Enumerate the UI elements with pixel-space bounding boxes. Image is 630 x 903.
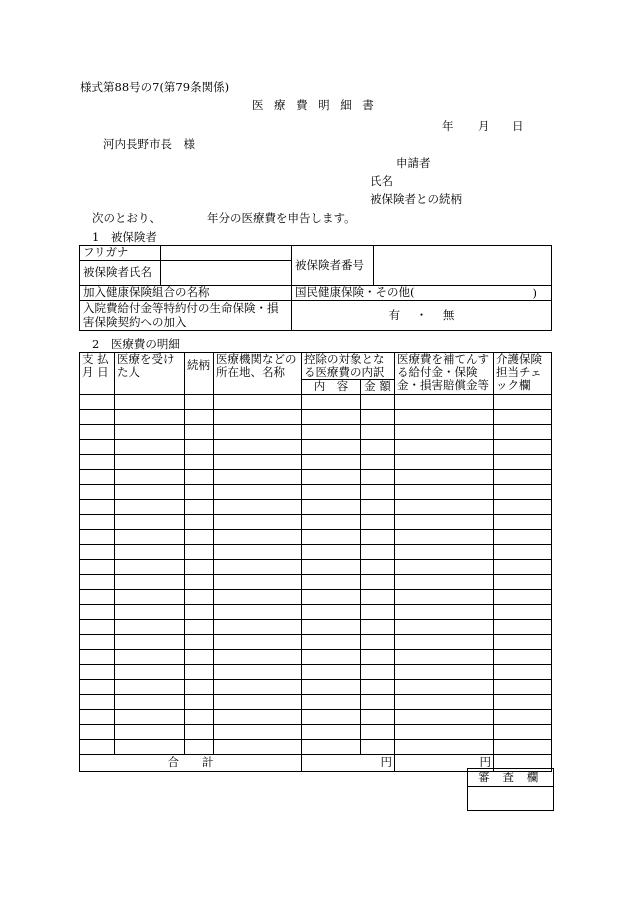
entry-cell[interactable]	[494, 589, 552, 604]
entry-cell[interactable]	[80, 499, 115, 514]
total-label: 合 計	[80, 754, 302, 771]
entry-cell[interactable]	[361, 499, 395, 514]
entry-cell[interactable]	[361, 709, 395, 724]
entry-cell[interactable]	[214, 454, 302, 469]
entry-cell[interactable]	[115, 724, 185, 739]
entry-cell[interactable]	[115, 664, 185, 679]
entry-cell[interactable]	[80, 424, 115, 439]
choice-yes[interactable]: 有	[388, 307, 401, 322]
entry-cell[interactable]	[185, 649, 214, 664]
entry-cell[interactable]	[214, 724, 302, 739]
entry-cell[interactable]	[185, 454, 214, 469]
form-number: 様式第88号の7(第79条関係)	[80, 80, 230, 94]
entry-cell[interactable]	[395, 574, 494, 589]
entry-cell[interactable]	[361, 514, 395, 529]
entry-cell[interactable]	[115, 619, 185, 634]
header-amount: 金 額	[361, 380, 395, 394]
entry-cell[interactable]	[302, 409, 361, 424]
union-options[interactable]	[292, 286, 552, 301]
section1-title: 1 被保険者	[92, 230, 157, 244]
entry-cell[interactable]	[361, 454, 395, 469]
entry-cell[interactable]	[80, 634, 115, 649]
entry-cell[interactable]	[302, 724, 361, 739]
table-row	[80, 709, 552, 724]
entry-cell[interactable]	[185, 634, 214, 649]
choice-no[interactable]: 無	[442, 307, 455, 322]
table-row	[80, 619, 552, 634]
insured-name-field[interactable]	[161, 261, 292, 286]
entry-cell[interactable]	[80, 394, 115, 409]
entry-cell[interactable]	[115, 484, 185, 499]
entry-cell[interactable]	[80, 619, 115, 634]
entry-cell[interactable]	[185, 679, 214, 694]
entry-cell[interactable]	[80, 679, 115, 694]
entry-cell[interactable]	[361, 634, 395, 649]
entry-cell[interactable]	[302, 694, 361, 709]
entry-cell[interactable]	[185, 739, 214, 754]
header-deduction: 控除の対象となる医療費の内訳	[302, 353, 395, 380]
entry-cell[interactable]	[361, 679, 395, 694]
entry-cell[interactable]	[302, 469, 361, 484]
entry-cell[interactable]	[395, 724, 494, 739]
entry-cell[interactable]	[302, 544, 361, 559]
applicant-label: 申請者	[396, 156, 431, 170]
entry-cell[interactable]	[214, 604, 302, 619]
insured-table	[79, 245, 552, 331]
entry-cell[interactable]	[80, 694, 115, 709]
entry-cell[interactable]	[302, 679, 361, 694]
entry-cell[interactable]	[395, 484, 494, 499]
entry-cell[interactable]	[494, 529, 552, 544]
insured-number-label: 被保険者番号	[292, 246, 374, 286]
header-care-check: 介護保険担当チェック欄	[494, 353, 552, 395]
entry-cell[interactable]	[115, 709, 185, 724]
entry-cell[interactable]	[494, 634, 552, 649]
entry-cell[interactable]	[302, 499, 361, 514]
entry-cell[interactable]	[115, 559, 185, 574]
entry-cell[interactable]	[395, 544, 494, 559]
entry-cell[interactable]	[115, 634, 185, 649]
entry-cell[interactable]	[361, 589, 395, 604]
entry-cell[interactable]	[80, 739, 115, 754]
entry-cell[interactable]	[494, 544, 552, 559]
table-row	[80, 469, 552, 484]
header-content: 内 容	[302, 380, 361, 394]
entry-cell[interactable]	[80, 469, 115, 484]
entry-cell[interactable]	[214, 559, 302, 574]
entry-cell[interactable]	[115, 589, 185, 604]
table-row	[80, 559, 552, 574]
entry-cell[interactable]	[395, 529, 494, 544]
entry-cell[interactable]	[80, 664, 115, 679]
entry-cell[interactable]	[185, 694, 214, 709]
entry-cell[interactable]	[361, 484, 395, 499]
entry-cell[interactable]	[302, 394, 361, 409]
entry-cell[interactable]	[395, 649, 494, 664]
entry-cell[interactable]	[302, 649, 361, 664]
entry-cell[interactable]	[214, 469, 302, 484]
entry-cell[interactable]	[214, 739, 302, 754]
date-year: 年	[442, 119, 454, 133]
entry-cell[interactable]	[361, 424, 395, 439]
header-patient: 医療を受けた人	[115, 353, 185, 395]
entry-cell[interactable]	[361, 559, 395, 574]
entry-cell[interactable]	[494, 574, 552, 589]
entry-cell[interactable]	[214, 484, 302, 499]
entry-cell[interactable]	[214, 694, 302, 709]
entry-cell[interactable]	[302, 604, 361, 619]
choice-dot: ・	[415, 307, 428, 322]
entry-cell[interactable]	[395, 439, 494, 454]
entry-cell[interactable]	[214, 424, 302, 439]
insurance-contract-label: 入院費給付金等特約付の生命保険・損害保険契約への加入	[80, 301, 292, 331]
table-row	[80, 454, 552, 469]
entry-cell[interactable]	[361, 529, 395, 544]
entry-cell[interactable]	[361, 469, 395, 484]
entry-cell[interactable]	[361, 439, 395, 454]
entry-cell[interactable]	[115, 529, 185, 544]
entry-cell[interactable]	[80, 409, 115, 424]
entry-cell[interactable]	[395, 394, 494, 409]
entry-cell[interactable]	[494, 394, 552, 409]
entry-cell[interactable]	[115, 439, 185, 454]
entry-cell[interactable]	[494, 694, 552, 709]
entry-cell[interactable]	[494, 679, 552, 694]
entry-cell[interactable]	[80, 649, 115, 664]
entry-cell[interactable]	[361, 664, 395, 679]
entry-cell[interactable]	[302, 634, 361, 649]
entry-cell[interactable]	[115, 679, 185, 694]
addressee: 河内長野市長 様	[103, 137, 195, 151]
table-row	[80, 499, 552, 514]
header-relation: 続柄	[185, 353, 214, 395]
entry-cell[interactable]	[80, 574, 115, 589]
review-box	[467, 768, 554, 811]
entry-cell[interactable]	[361, 394, 395, 409]
entry-cell[interactable]	[214, 649, 302, 664]
furigana-field[interactable]	[161, 246, 292, 261]
review-label: 審 査 欄	[468, 769, 553, 787]
table-row	[80, 514, 552, 529]
entry-cell[interactable]	[115, 499, 185, 514]
applicant-name-label: 氏名	[370, 174, 393, 188]
header-institution: 医療機関などの所在地、名称	[214, 353, 302, 395]
entry-cell[interactable]	[214, 589, 302, 604]
intro-suffix: 年分の医療費を申告します。	[207, 211, 356, 225]
furigana-label: フリガナ	[80, 246, 161, 261]
entry-cell[interactable]	[115, 454, 185, 469]
entry-cell[interactable]	[361, 739, 395, 754]
entry-cell[interactable]	[80, 724, 115, 739]
table-row	[80, 604, 552, 619]
table-row	[80, 529, 552, 544]
entry-cell[interactable]	[115, 604, 185, 619]
entry-cell[interactable]	[395, 634, 494, 649]
entry-cell[interactable]	[395, 619, 494, 634]
entry-cell[interactable]	[185, 604, 214, 619]
entry-cell[interactable]	[302, 484, 361, 499]
entry-cell[interactable]	[80, 604, 115, 619]
entry-cell[interactable]	[115, 649, 185, 664]
medical-expense-table	[79, 352, 552, 772]
entry-cell[interactable]	[302, 739, 361, 754]
entry-cell[interactable]	[214, 409, 302, 424]
table-row	[80, 634, 552, 649]
entry-cell[interactable]	[494, 739, 552, 754]
union-close-paren: )	[532, 286, 537, 300]
entry-cell[interactable]	[214, 709, 302, 724]
entry-cell[interactable]	[395, 679, 494, 694]
entry-cell[interactable]	[185, 499, 214, 514]
total-compensation[interactable]: 円	[395, 754, 494, 771]
entry-cell[interactable]	[494, 499, 552, 514]
entry-cell[interactable]	[494, 469, 552, 484]
entry-cell[interactable]	[395, 514, 494, 529]
entry-cell[interactable]	[214, 619, 302, 634]
entry-cell[interactable]	[302, 589, 361, 604]
entry-cell[interactable]	[214, 679, 302, 694]
date-day: 日	[512, 119, 524, 133]
entry-cell[interactable]	[185, 409, 214, 424]
intro-prefix: 次のとおり、	[92, 211, 161, 225]
entry-cell[interactable]	[395, 469, 494, 484]
union-name-label: 加入健康保険組合の名称	[80, 286, 292, 301]
insurance-contract-choice[interactable]	[292, 301, 552, 331]
union-options-text: 国民健康保険・その他(	[295, 285, 415, 300]
table-row	[80, 544, 552, 559]
entry-cell[interactable]	[214, 544, 302, 559]
entry-cell[interactable]	[185, 589, 214, 604]
entry-cell[interactable]	[80, 484, 115, 499]
entry-cell[interactable]	[395, 739, 494, 754]
entry-cell[interactable]	[80, 544, 115, 559]
entry-cell[interactable]	[395, 709, 494, 724]
entry-cell[interactable]	[185, 514, 214, 529]
page-title: 医 療 費 明 細 書	[252, 98, 378, 112]
entry-cell[interactable]	[494, 514, 552, 529]
entry-cell[interactable]	[494, 724, 552, 739]
entry-cell[interactable]	[115, 409, 185, 424]
table-row	[80, 694, 552, 709]
review-field[interactable]	[468, 787, 553, 810]
entry-cell[interactable]	[185, 424, 214, 439]
entry-cell[interactable]	[302, 529, 361, 544]
entry-cell[interactable]	[115, 739, 185, 754]
entry-cell[interactable]	[395, 604, 494, 619]
entry-cell[interactable]	[494, 709, 552, 724]
entry-cell[interactable]	[361, 724, 395, 739]
entry-cell[interactable]	[185, 544, 214, 559]
entry-cell[interactable]	[494, 619, 552, 634]
entry-cell[interactable]	[302, 454, 361, 469]
entry-cell[interactable]	[115, 514, 185, 529]
entry-cell[interactable]	[395, 559, 494, 574]
entry-cell[interactable]	[80, 559, 115, 574]
entry-cell[interactable]	[395, 664, 494, 679]
entry-cell[interactable]	[115, 394, 185, 409]
entry-cell[interactable]	[214, 514, 302, 529]
entry-cell[interactable]	[80, 589, 115, 604]
header-compensation: 医療費を補てんする給付金・保険金・損害賠償金等	[395, 353, 494, 395]
entry-cell[interactable]	[302, 574, 361, 589]
entry-cell[interactable]	[302, 619, 361, 634]
entry-cell[interactable]	[185, 394, 214, 409]
entry-cell[interactable]	[302, 439, 361, 454]
entry-cell[interactable]	[395, 589, 494, 604]
date-month: 月	[478, 119, 490, 133]
entry-cell[interactable]	[115, 574, 185, 589]
entry-cell[interactable]	[185, 469, 214, 484]
entry-cell[interactable]	[302, 559, 361, 574]
table-row	[80, 394, 552, 409]
entry-cell[interactable]	[214, 394, 302, 409]
table-row	[80, 409, 552, 424]
entry-cell[interactable]	[494, 484, 552, 499]
entry-cell[interactable]	[214, 499, 302, 514]
entry-cell[interactable]	[395, 694, 494, 709]
entry-cell[interactable]	[395, 454, 494, 469]
entry-cell[interactable]	[494, 439, 552, 454]
entry-cell[interactable]	[115, 469, 185, 484]
entry-cell[interactable]	[80, 454, 115, 469]
entry-cell[interactable]	[494, 409, 552, 424]
entry-cell[interactable]	[185, 559, 214, 574]
entry-cell[interactable]	[494, 664, 552, 679]
entry-cell[interactable]	[214, 574, 302, 589]
insured-number-field[interactable]	[374, 246, 552, 286]
entry-cell[interactable]	[494, 559, 552, 574]
table-row	[80, 439, 552, 454]
table-row	[80, 679, 552, 694]
entry-cell[interactable]	[80, 709, 115, 724]
entry-cell[interactable]	[185, 574, 214, 589]
entry-cell[interactable]	[361, 544, 395, 559]
entry-cell[interactable]	[185, 484, 214, 499]
entry-cell[interactable]	[115, 424, 185, 439]
entry-cell[interactable]	[494, 649, 552, 664]
entry-cell[interactable]	[185, 619, 214, 634]
entry-cell[interactable]	[80, 514, 115, 529]
entry-cell[interactable]	[302, 709, 361, 724]
entry-cell[interactable]	[361, 604, 395, 619]
entry-cell[interactable]	[185, 709, 214, 724]
applicant-relation-label: 被保険者との続柄	[370, 192, 462, 206]
table-row	[80, 649, 552, 664]
entry-cell[interactable]	[80, 439, 115, 454]
entry-cell[interactable]	[361, 694, 395, 709]
entry-cell[interactable]	[185, 724, 214, 739]
entry-cell[interactable]	[80, 529, 115, 544]
entry-cell[interactable]	[302, 424, 361, 439]
table-row	[80, 589, 552, 604]
table-row	[80, 424, 552, 439]
table-row	[80, 484, 552, 499]
header-payment-date: 支 払 月 日	[80, 353, 115, 395]
entry-cell[interactable]	[302, 664, 361, 679]
entry-cell[interactable]	[115, 694, 185, 709]
entry-cell[interactable]	[214, 529, 302, 544]
entry-cell[interactable]	[361, 409, 395, 424]
entry-cell[interactable]	[214, 664, 302, 679]
table-row	[80, 574, 552, 589]
entry-cell[interactable]	[395, 409, 494, 424]
entry-cell[interactable]	[185, 664, 214, 679]
entry-cell[interactable]	[494, 604, 552, 619]
entry-cell[interactable]	[361, 619, 395, 634]
entry-cell[interactable]	[361, 649, 395, 664]
entry-cell[interactable]	[214, 634, 302, 649]
entry-cell[interactable]	[395, 424, 494, 439]
section2-title: 2 医療費の明細	[92, 337, 180, 351]
insured-name-label: 被保険者氏名	[80, 261, 161, 286]
entry-cell[interactable]	[115, 544, 185, 559]
entry-cell[interactable]	[302, 514, 361, 529]
table-row	[80, 724, 552, 739]
entry-cell[interactable]	[214, 439, 302, 454]
total-amount[interactable]: 円	[302, 754, 395, 771]
entry-cell[interactable]	[185, 439, 214, 454]
entry-cell[interactable]	[494, 454, 552, 469]
entry-cell[interactable]	[185, 529, 214, 544]
table-row	[80, 739, 552, 754]
entry-cell[interactable]	[395, 499, 494, 514]
table-row	[80, 664, 552, 679]
entry-cell[interactable]	[494, 424, 552, 439]
entry-cell[interactable]	[361, 574, 395, 589]
